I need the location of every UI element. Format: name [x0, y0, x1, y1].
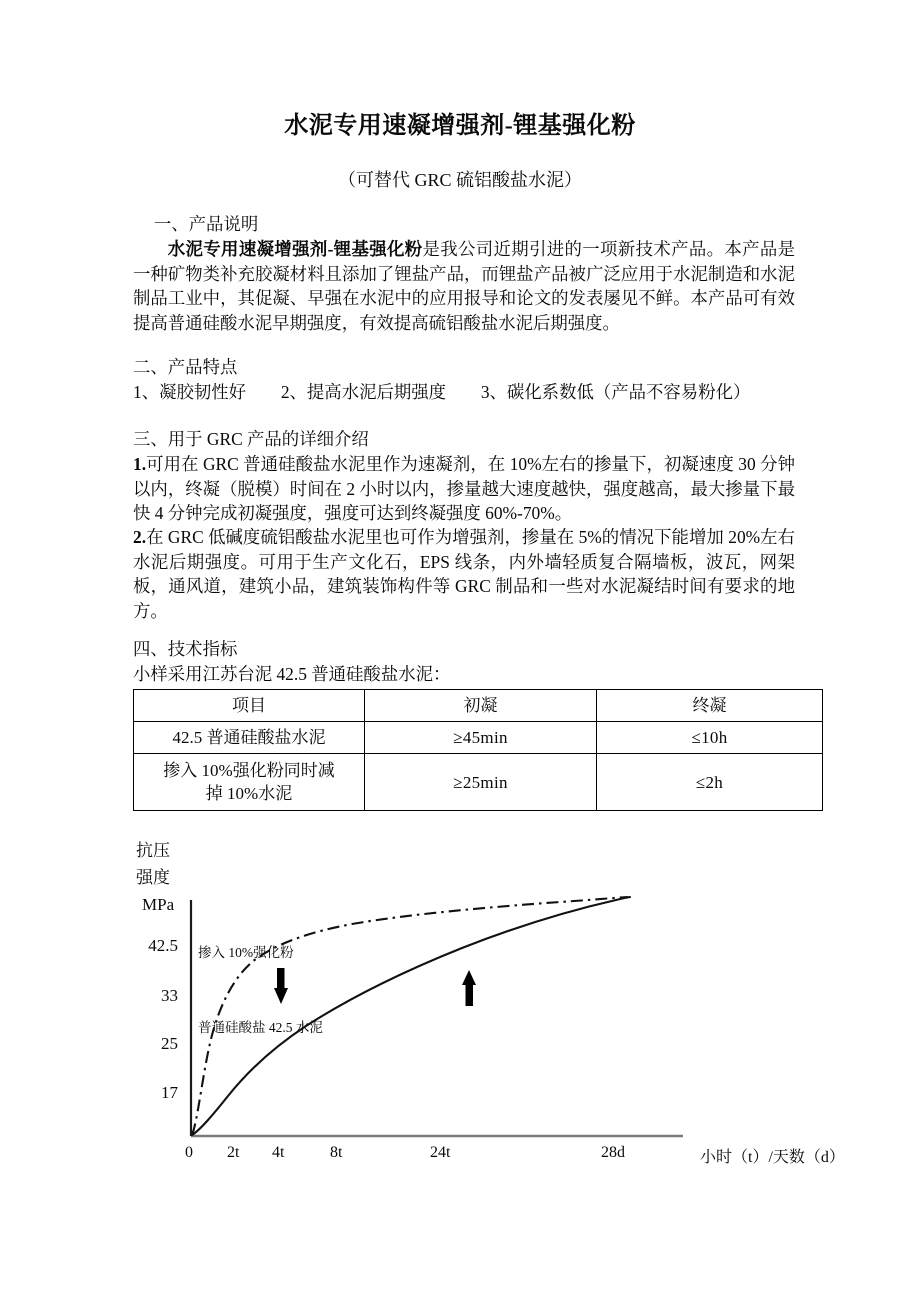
x-axis-tick-8t: 8t [330, 1144, 343, 1161]
section-3-item-1-text: 可用在 GRC 普通硅酸盐水泥里作为速凝剂，在 10%左右的掺量下，初凝速度 30 分钟以内，终凝（脱模）时间在 2 小时以内，掺量越大速度越快，强度越高，最大掺量下最快 4 分钟完成初凝强度，强度可达到终凝强度 60%-70%。 [133, 454, 795, 524]
section-3-item-2-text: 在 GRC 低碱度硫铝酸盐水泥里也可作为增强剂，掺量在 5%的情况下能增加 20%左右水泥后期强度。可用于生产文化石，EPS 线条，内外墙轻质复合隔墙板，波瓦，网架板，通风道，建筑小品，建筑装饰构件等 GRC 制品和一些对水泥凝结时间有要求的地方。 [133, 527, 795, 621]
y-axis-unit-mpa: MPa [142, 895, 175, 914]
page-title: 水泥专用速凝增强剂-锂基强化粉 [284, 113, 636, 139]
up-arrow-icon [462, 970, 476, 1006]
section-1-paragraph [133, 237, 795, 335]
curve-enhanced-10-percent [192, 897, 628, 1135]
x-axis-tick-4t: 4t [272, 1144, 285, 1161]
table-cell-item-line-2: 掉 10%水泥 [205, 784, 293, 803]
curve-annotation-enhanced: 掺入 10%强化粉 [198, 945, 294, 960]
y-axis-title-line-1: 抗压 [136, 841, 170, 860]
section-1-body-text: 是我公司近期引进的一项新技术产品。本产品是一种矿物类补充胶凝材料且添加了锂盐产品，而锂盐产品被广泛应用于水泥制造和水泥制品工业中，其促凝、早强在水泥中的应用报导和论文的发表屡见不鲜。本产品可有效提高普通硅酸水泥早期强度，有效提高硫铝酸盐水泥后期强度。 [133, 239, 795, 333]
y-axis-tick-25: 25 [161, 1034, 178, 1053]
chart-plot-area [0, 820, 920, 1190]
table-header-row [134, 690, 823, 722]
table-row [134, 754, 823, 811]
table-cell-final-set: ≤10h [597, 722, 823, 754]
x-axis-tick-0: 0 [185, 1144, 193, 1161]
table-header-final-set: 终凝 [597, 690, 823, 722]
x-axis-tick-2t: 2t [227, 1144, 240, 1161]
strength-development-chart [0, 820, 920, 1190]
table-row [134, 722, 823, 754]
section-1-heading: 一、产品说明 [153, 214, 259, 234]
section-4-heading: 四、技术指标 [133, 639, 238, 659]
section-3-item-2-number: 2. [133, 527, 147, 547]
x-axis-tick-24t: 24t [430, 1144, 451, 1161]
curve-annotation-ordinary: 普通硅酸盐 42.5 水泥 [198, 1020, 323, 1035]
y-axis-tick-17: 17 [161, 1083, 178, 1102]
table-cell-item [134, 754, 365, 811]
y-axis-tick-42-5: 42.5 [148, 936, 178, 955]
x-axis-tick-28d: 28d [601, 1144, 625, 1161]
table-cell-item-line-1: 掺入 10%强化粉同时减 [163, 761, 335, 780]
down-arrow-icon [274, 968, 288, 1004]
page-subtitle: （可替代 GRC 硫铝酸盐水泥） [337, 170, 582, 190]
x-axis-title: 小时（t）/天数（d） [700, 1149, 845, 1166]
curve-ordinary-42-5 [192, 897, 630, 1135]
y-axis-title-line-2: 强度 [136, 868, 170, 887]
y-axis-tick-33: 33 [161, 986, 178, 1005]
section-2-heading: 二、产品特点 [133, 357, 238, 377]
table-header-initial-set: 初凝 [365, 690, 597, 722]
table-cell-initial-set: ≥25min [365, 754, 597, 811]
section-1-lead-bold: 水泥专用速凝增强剂-锂基强化粉 [167, 239, 423, 259]
spec-table [133, 689, 823, 811]
table-cell-initial-set: ≥45min [365, 722, 597, 754]
section-3-item-1 [133, 452, 795, 526]
section-4-sample-note: 小样采用江苏台泥 42.5 普通硅酸盐水泥： [133, 664, 451, 684]
section-2-feature-list: 1、凝胶韧性好 2、提高水泥后期强度 3、碳化系数低（产品不容易粉化） [133, 382, 751, 402]
section-3-item-1-number: 1. [133, 454, 147, 474]
table-cell-item: 42.5 普通硅酸盐水泥 [134, 722, 365, 754]
section-3-heading: 三、用于 GRC 产品的详细介绍 [133, 429, 369, 449]
table-header-item: 项目 [134, 690, 365, 722]
section-3-item-2 [133, 525, 795, 623]
table-cell-final-set: ≤2h [597, 754, 823, 811]
